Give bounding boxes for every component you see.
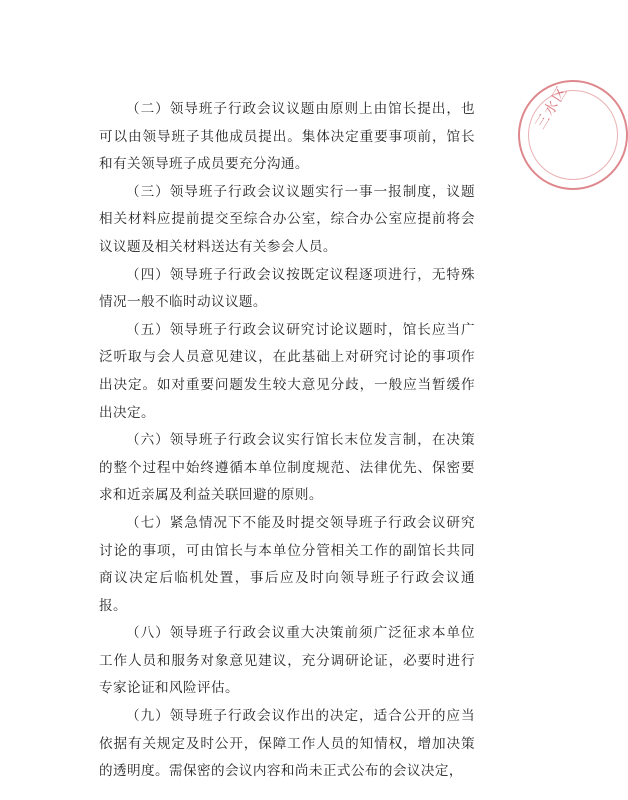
paragraph-item-9: （九）领导班子行政会议作出的决定，适合公开的应当依据有关规定及时公开，保障工作人员的知情权，增加决策的透明度。需保密的会议内容和尚未正式公布的会议决定， <box>99 708 475 780</box>
seal-text: 三水区 <box>532 82 572 133</box>
paragraph-item-3: （三）领导班子行政会议议题实行一事一报制度，议题相关材料应提前提交至综合办公室，综合办公室应提前将会议议题及相关材料送达有关参会人员。 <box>99 183 475 255</box>
paragraph-item-8: （八）领导班子行政会议重大决策前须广泛征求本单位工作人员和服务对象意见建议，充分调研论证，必要时进行专家论证和风险评估。 <box>99 625 475 697</box>
paragraph-item-2: （二）领导班子行政会议议题由原则上由馆长提出，也可以由领导班子其他成员提出。集体决定重要事项前，馆长和有关领导班子成员要充分沟通。 <box>99 101 475 173</box>
document-body <box>99 96 475 786</box>
paragraph-item-4: （四）领导班子行政会议按既定议程逐项进行，无特殊情况一般不临时动议议题。 <box>99 266 475 311</box>
paragraph-item-6: （六）领导班子行政会议实行馆长末位发言制，在决策的整个过程中始终遵循本单位制度规范、法律优先、保密要求和近亲属及利益关联回避的原则。 <box>99 432 475 504</box>
paragraph-item-7: （七）紧急情况下不能及时提交领导班子行政会议研究讨论的事项，可由馆长与本单位分管相关工作的副馆长共同商议决定后临机处置，事后应及时向领导班子行政会议通报。 <box>99 514 475 614</box>
paragraph-item-5: （五）领导班子行政会议研究讨论议题时，馆长应当广泛听取与会人员意见建议，在此基础上对研究讨论的事项作出决定。如对重要问题发生较大意见分歧，一般应当暂缓作出决定。 <box>99 321 475 421</box>
official-seal-stamp <box>518 80 628 190</box>
